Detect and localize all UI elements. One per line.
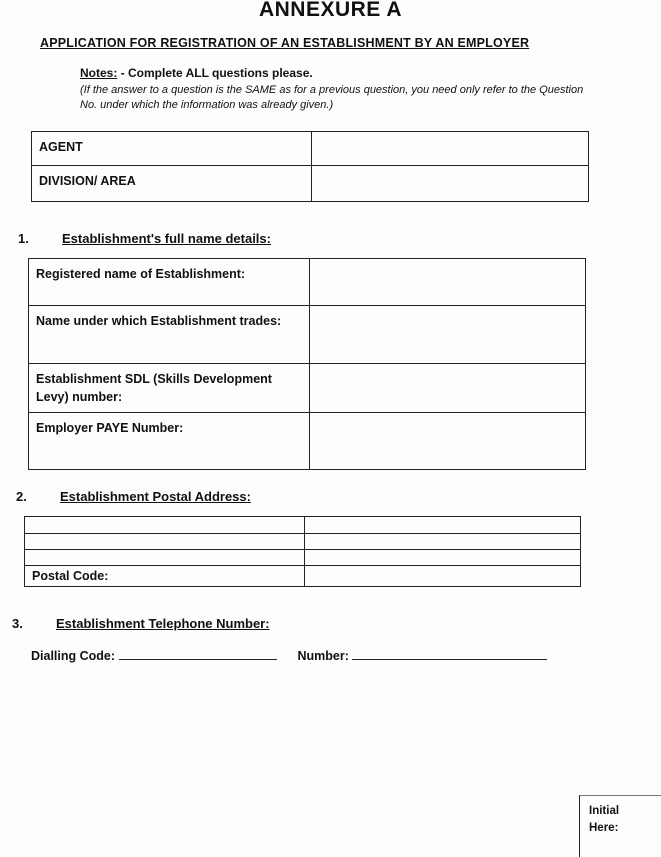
section-2-heading	[16, 489, 251, 504]
trading-name-label: Name under which Establishment trades:	[29, 306, 310, 364]
section-2-number: 2.	[16, 489, 27, 504]
postal-address-line-1[interactable]	[25, 517, 305, 534]
registered-name-label: Registered name of Establishment:	[29, 259, 310, 306]
number-label: Number:	[297, 649, 349, 663]
section-1-number: 1.	[18, 231, 29, 246]
notes-line	[80, 66, 313, 80]
registered-name-field[interactable]	[310, 259, 586, 306]
trading-name-field[interactable]	[310, 306, 586, 364]
initial-here-label: Initial Here:	[589, 805, 620, 834]
agent-field[interactable]	[312, 132, 589, 166]
paye-number-label: Employer PAYE Number:	[29, 413, 310, 470]
postal-address-line-3[interactable]	[25, 550, 305, 566]
section-3-heading	[12, 616, 270, 631]
notes-instruction: (If the answer to a question is the SAME as for a previous question, you need only refer to the Question No. under which the information was already given.)	[80, 84, 584, 111]
page-title: ANNEXURE A	[258, 0, 403, 21]
establishment-name-table	[28, 258, 586, 470]
sdl-number-field[interactable]	[310, 364, 586, 413]
section-2-title: Establishment Postal Address:	[60, 489, 251, 504]
dialling-code-label: Dialling Code:	[31, 649, 116, 663]
postal-code-label: Postal Code:	[25, 566, 305, 587]
postal-address-line-2[interactable]	[25, 534, 305, 550]
section-1-heading	[18, 231, 271, 246]
section-1-title: Establishment's full name details:	[62, 231, 271, 246]
postal-address-line-2-right[interactable]	[305, 534, 581, 550]
notes-text: - Complete ALL questions please.	[117, 66, 313, 80]
dialling-code-field[interactable]	[119, 647, 277, 660]
postal-code-field[interactable]	[305, 566, 581, 587]
agent-label: AGENT	[32, 132, 312, 166]
postal-address-line-1-right[interactable]	[305, 517, 581, 534]
telephone-number-field[interactable]	[352, 647, 547, 660]
division-area-label: DIVISION/ AREA	[32, 166, 312, 202]
form-subtitle: APPLICATION FOR REGISTRATION OF AN ESTABLISHMENT BY AN EMPLOYER	[40, 36, 530, 50]
paye-number-field[interactable]	[310, 413, 586, 470]
postal-address-line-3-right[interactable]	[305, 550, 581, 566]
notes-label: Notes:	[80, 66, 118, 80]
postal-address-table	[24, 516, 581, 587]
section-3-number: 3.	[12, 616, 23, 631]
agent-table	[31, 131, 589, 202]
section-3-title: Establishment Telephone Number:	[56, 616, 270, 631]
sdl-number-label: Establishment SDL (Skills Development Levy) number:	[29, 364, 310, 413]
telephone-line	[31, 647, 547, 663]
division-area-field[interactable]	[312, 166, 589, 202]
